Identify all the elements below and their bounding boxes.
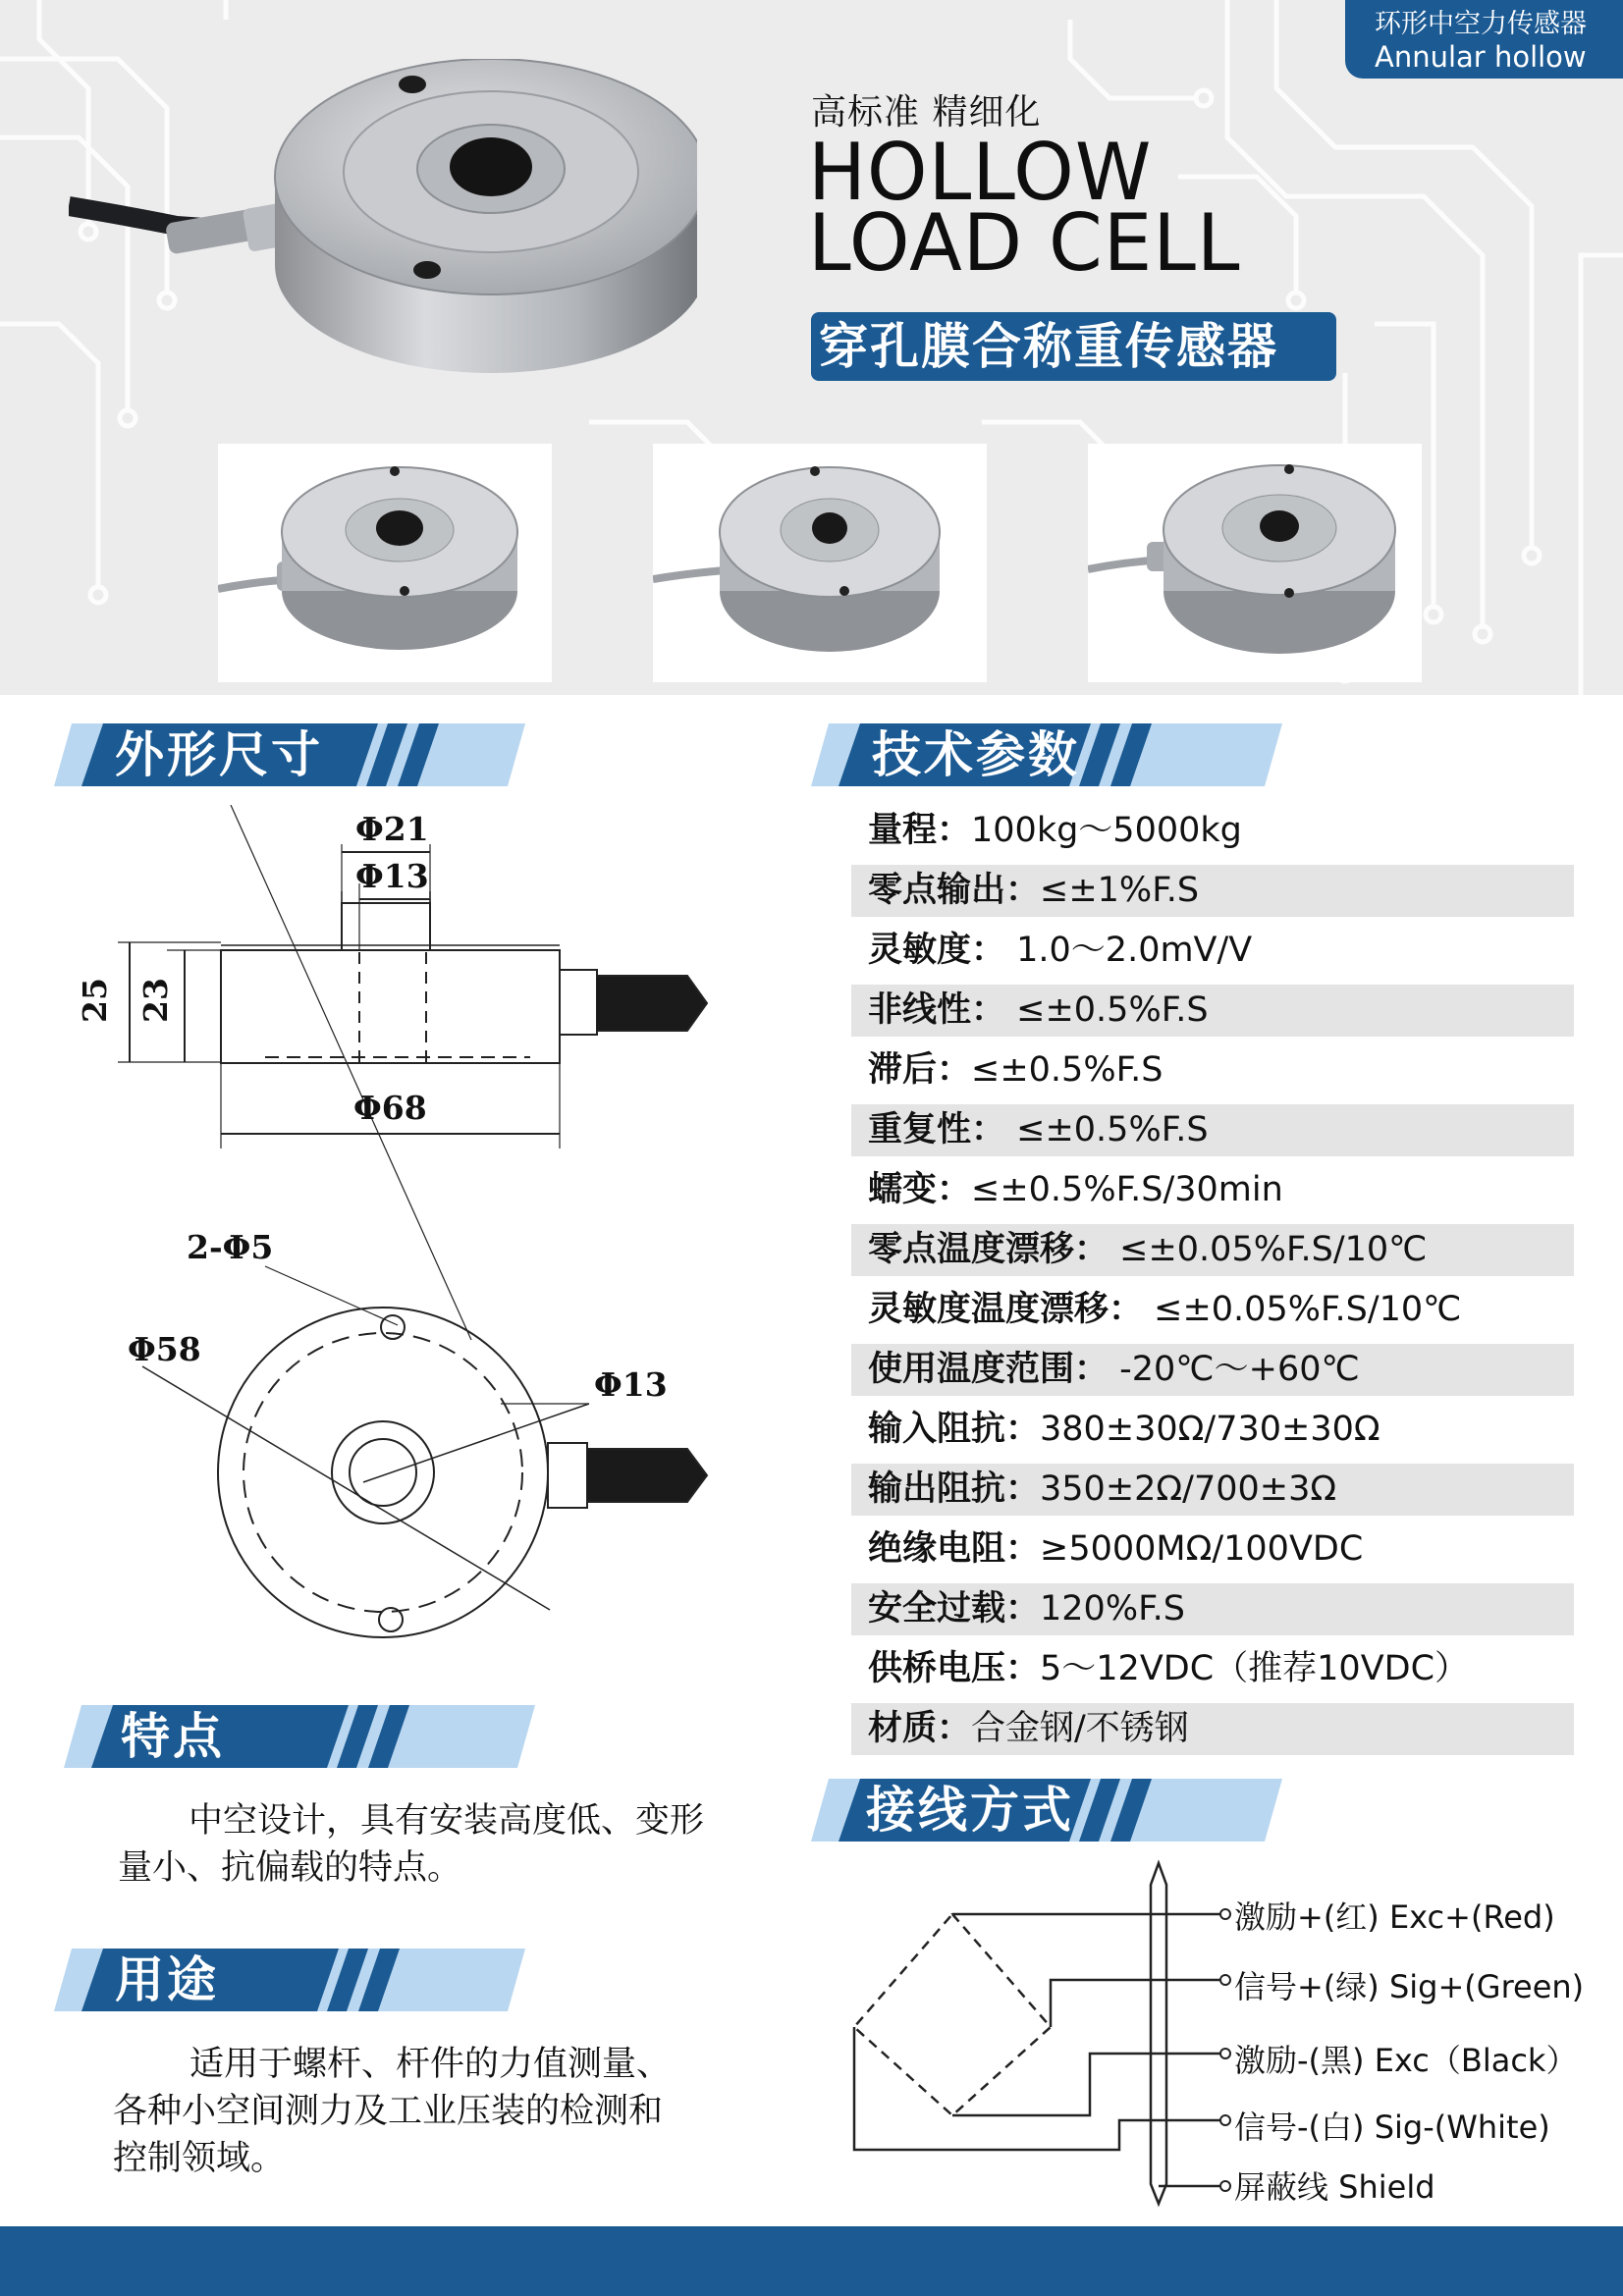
dim-h25: 25: [76, 978, 114, 1023]
spec-value: ≤±0.05%F.S/10℃: [1109, 1230, 1428, 1269]
wiring-label-shield: 屏蔽线 Shield: [1234, 2168, 1435, 2206]
spec-key: 灵敏度：: [868, 931, 1006, 970]
section-title-wiring: 接线方式: [866, 1782, 1074, 1839]
spec-row: [851, 1164, 1574, 1216]
hero-banner: [0, 0, 1623, 695]
wiring-diagram: [844, 1855, 1237, 2218]
spec-key: 输出阻抗：: [868, 1469, 1041, 1509]
spec-key: 绝缘电阻：: [868, 1529, 1041, 1569]
category-tag: [1345, 0, 1623, 79]
wiring-label-exc-plus: 激励+(红) Exc+(Red): [1234, 1898, 1555, 1936]
spec-key: 非线性：: [868, 990, 1006, 1030]
wiring-label-exc-minus: 激励-(黑) Exc（Black）: [1234, 2042, 1578, 2079]
tagline: 高标准 精细化: [811, 92, 1042, 133]
product-thumbnail-1: [218, 444, 552, 682]
product-thumbnail-3: [1088, 444, 1422, 682]
spec-key: 灵敏度温度漂移：: [868, 1290, 1144, 1329]
dim-d58: Φ58: [128, 1330, 201, 1368]
spec-value: 1.0～2.0mV/V: [1005, 931, 1253, 970]
spec-row: [851, 985, 1574, 1037]
dimension-drawing: [59, 805, 746, 1649]
features-line-2: 量小、抗偏载的特点。: [118, 1848, 462, 1888]
spec-row: [851, 1583, 1574, 1635]
spec-row: [851, 1643, 1574, 1695]
dim-d21: Φ21: [355, 810, 429, 848]
spec-value: 100kg～5000kg: [971, 811, 1242, 850]
headline-line-1: HOLLOW: [808, 127, 1153, 218]
spec-key: 滞后：: [868, 1050, 972, 1090]
section-header-specs: [811, 723, 1282, 786]
spec-key: 材质：: [868, 1709, 972, 1748]
category-tag-en: Annular hollow: [1375, 40, 1587, 74]
spec-row: [851, 1104, 1574, 1156]
spec-key: 零点输出：: [868, 871, 1041, 910]
spec-value: ≤±1%F.S: [1040, 871, 1200, 910]
section-title-specs: 技术参数: [872, 726, 1080, 783]
spec-value: ≤±0.5%F.S: [1005, 1110, 1209, 1149]
dim-d13-top: Φ13: [355, 857, 429, 895]
usage-line-2: 各种小空间测力及工业压装的检测和: [113, 2092, 664, 2131]
footer-bar: [0, 2226, 1623, 2296]
product-thumbnail-2: [653, 444, 987, 682]
spec-value: ≥5000MΩ/100VDC: [1040, 1529, 1364, 1569]
spec-row: [851, 1044, 1574, 1096]
spec-key: 蠕变：: [868, 1170, 972, 1209]
product-image-main: [69, 59, 697, 412]
spec-key: 供桥电压：: [868, 1649, 1041, 1688]
section-title-usage: 用途: [115, 1951, 219, 2008]
spec-row: [851, 1523, 1574, 1575]
spec-key: 输入阻抗：: [868, 1410, 1041, 1449]
headline-line-2: LOAD CELL: [808, 197, 1241, 289]
wiring-label-sig-plus: 信号+(绿) Sig+(Green): [1234, 1968, 1585, 2005]
spec-key: 使用温度范围：: [868, 1350, 1109, 1389]
spec-row: [851, 1404, 1574, 1456]
spec-row: [851, 865, 1574, 917]
dim-h23: 23: [136, 978, 175, 1023]
dim-d68: Φ68: [353, 1089, 427, 1127]
spec-row: [851, 805, 1574, 857]
spec-row: [851, 1703, 1574, 1755]
dim-d13-plan: Φ13: [594, 1365, 668, 1404]
features-text: [118, 1797, 704, 1892]
spec-row: [851, 925, 1574, 977]
spec-key: 量程：: [868, 811, 972, 850]
section-header-wiring: [811, 1779, 1282, 1842]
category-tag-cn: 环形中空力传感器: [1375, 9, 1587, 39]
spec-key: 重复性：: [868, 1110, 1006, 1149]
spec-key: 安全过载：: [868, 1589, 1041, 1629]
spec-value: 5～12VDC（推荐10VDC）: [1040, 1649, 1470, 1688]
section-title-features: 特点: [121, 1708, 225, 1765]
spec-row: [851, 1284, 1574, 1336]
spec-value: ≤±0.5%F.S/30min: [971, 1170, 1283, 1209]
spec-value: ≤±0.05%F.S/10℃: [1143, 1290, 1462, 1329]
spec-value: 350±2Ω/700±3Ω: [1040, 1469, 1337, 1509]
section-header-dimensions: [54, 723, 525, 786]
spec-key: 零点温度漂移：: [868, 1230, 1109, 1269]
spec-row: [851, 1224, 1574, 1276]
product-subtitle: 穿孔膜合称重传感器: [811, 312, 1336, 381]
usage-line-1: 适用于螺杆、杆件的力值测量、: [189, 2045, 672, 2084]
usage-text: [113, 2041, 671, 2182]
dim-holes: 2-Φ5: [187, 1228, 274, 1266]
product-headline: [808, 127, 1250, 289]
section-title-dimensions: 外形尺寸: [115, 726, 323, 783]
section-header-features: [64, 1705, 535, 1768]
spec-value: ≤±0.5%F.S: [1005, 990, 1209, 1030]
section-header-usage: [54, 1949, 525, 2011]
spec-value: -20℃～+60℃: [1109, 1350, 1360, 1389]
spec-row: [851, 1464, 1574, 1516]
spec-value: 120%F.S: [1040, 1589, 1185, 1629]
spec-value: 380±30Ω/730±30Ω: [1040, 1410, 1380, 1449]
spec-value: 合金钢/不锈钢: [971, 1709, 1189, 1748]
usage-line-3: 控制领域。: [113, 2139, 286, 2178]
wiring-label-sig-minus: 信号-(白) Sig-(White): [1234, 2109, 1550, 2146]
spec-value: ≤±0.5%F.S: [971, 1050, 1163, 1090]
features-line-1: 中空设计，具有安装高度低、变形: [189, 1801, 705, 1841]
spec-row: [851, 1344, 1574, 1396]
